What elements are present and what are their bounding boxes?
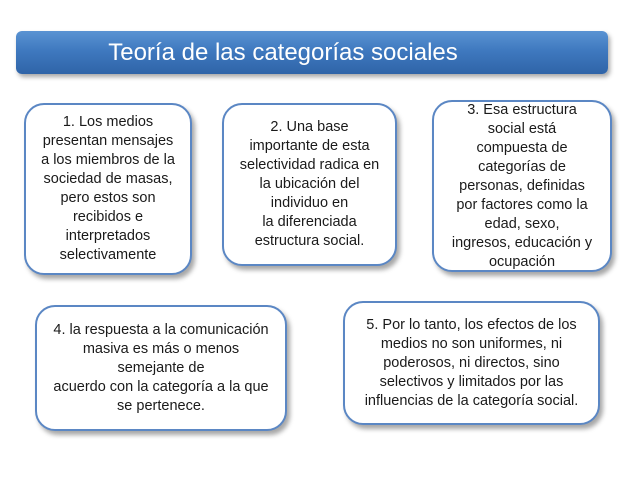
diagram-title: Teoría de las categorías sociales <box>108 38 458 66</box>
point-text-5: 5. Por lo tanto, los efectos de los medios no son uniformes, ni poderosos, ni directos, sino selectivos y limitados por las influencias de la categoría social. <box>364 316 579 409</box>
point-box-5 <box>343 301 600 425</box>
point-box-3 <box>432 100 612 272</box>
point-text-2: 2. Una base importante de esta selectividad radica en la ubicación del individuo en la diferenciada estructura social. <box>239 119 380 249</box>
point-text-1: 1. Los medios presentan mensajes a los miembros de la sociedad de masas, pero estos son recibidos e interpretados selectivamente <box>41 114 175 263</box>
point-text-3: 3. Esa estructura social está compuesta de categorías de personas, definidas por factores como la edad, sexo, ingresos, educación y ocupación <box>451 101 593 270</box>
point-box-1 <box>24 103 192 275</box>
point-box-2 <box>222 103 397 266</box>
point-box-4 <box>35 305 287 431</box>
point-text-4: 4. la respuesta a la comunicación masiva es más o menos semejante de acuerdo con la categoría a la que se pertenece. <box>53 321 269 414</box>
title-banner <box>16 31 608 74</box>
